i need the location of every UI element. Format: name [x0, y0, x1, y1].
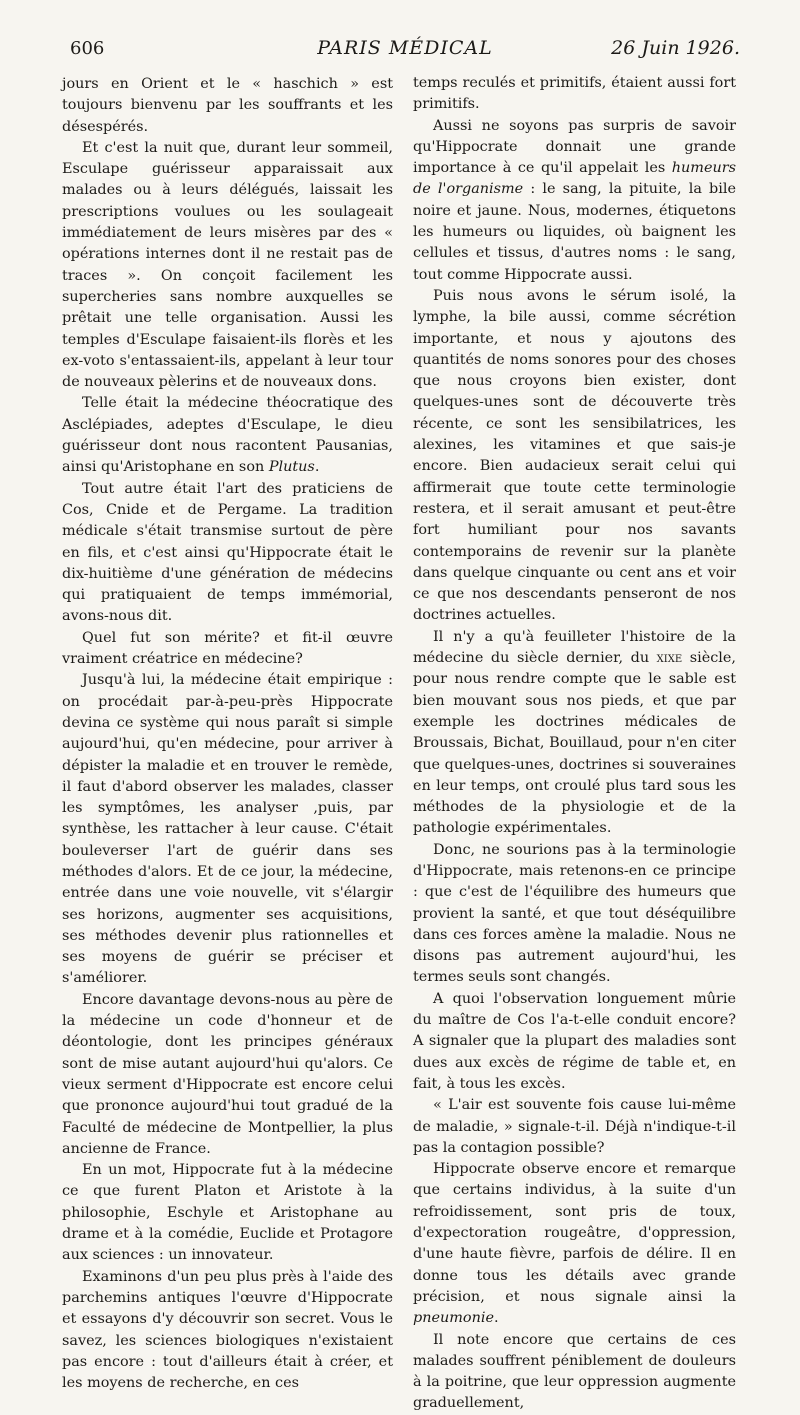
paragraph: Il note encore que certains de ces malades souffrent péniblement de douleurs à la poitrine, que leur oppression augmente graduellement,: [413, 1331, 736, 1412]
paragraph: [62, 393, 393, 478]
paragraph-text: siècle, pour nous rendre compte que le sable est bien mouvant sous nos pieds, et que par exemple les doctrines médicales de Broussais, Bichat, Bouillaud, pour n'en citer que quelques-unes, doctrines si souveraines en leur temps, ont croulé plus tard sous les méthodes de la physiologie et de la pathologie expérimentales.: [413, 650, 736, 837]
italic-title: Plutus: [268, 459, 315, 476]
paragraph: Et c'est la nuit que, durant leur sommeil, Esculape guérisseur apparaissait aux malades ou à leurs délégués, laissait les prescriptions voulues ou les soulageait immédiatement de leurs misères par des « opérations internes dont il ne restait pas de traces ». On conçoit facilement les supercheries sans nombre auxquelles se prêtait une telle organisation. Aussi les temples d'Esculape faisaient-ils florès et les ex-voto s'entassaient-ils, appelant à leur tour de nouveaux pèlerins et de nouveaux dons.: [62, 139, 393, 391]
running-header: [70, 34, 740, 64]
paragraph-text: Il n'y a qu'à feuilleter l'histoire de la médecine du siècle dernier, du: [413, 628, 736, 667]
paragraph: Quel fut son mérite? et fit-il œuvre vraiment créatrice en médecine?: [62, 629, 393, 668]
paragraph: A quoi l'observation longuement mûrie du maître de Cos l'a-t-elle conduit encore? A signaler que la plupart des maladies sont dues aux excès de régime de table et, en fait, à tous les excès.: [413, 990, 736, 1092]
paragraph: Jusqu'à lui, la médecine était empirique : on procédait par-à-peu-près Hippocrate devina ce système qui nous paraît si simple aujourd'hui, qu'en médecine, pour arriver à dépister la maladie et en trouver le remède, il faut d'abord observer les malades, classer les symptômes, les analyser ,puis, par synthèse, les rattacher à leur cause. C'était bouleverser l'art de guérir dans ses méthodes d'alors. Et de ce jour, la médecine, entrée dans une voie nouvelle, vit s'élargir ses horizons, augmenter ses acquisitions, ses méthodes devenir plus rationnelles et ses moyens de guérir se préciser et s'améliorer.: [62, 672, 393, 987]
paragraph-text: Aussi ne soyons pas surpris de savoir qu'Hippocrate donnait une grande importance à ce qu'il appelait les: [413, 117, 736, 177]
issue-date: 26 Juin 1926.: [611, 37, 740, 59]
paragraph: « L'air est souvente fois cause lui-même de maladie, » signale-t-il. Déjà n'indique-t-il pas la contagion possible?: [413, 1097, 736, 1156]
paragraph: Encore davantage devons-nous au père de la médecine un code d'honneur et de déontologie, dont les principes généraux sont de mise autant aujourd'hui qu'alors. Ce vieux serment d'Hippocrate est encore celui que prononce aujourd'hui tout gradué de la Faculté de médecine de Montpellier, la plus ancienne de France.: [62, 991, 393, 1157]
paragraph-text: Telle était la médecine théocratique des Asclépiades, adeptes d'Esculape, le dieu guérisseur dont nous racontent Pausanias, ainsi qu'Aristophane en son: [62, 395, 393, 476]
paragraph: [413, 1159, 736, 1329]
italic-term: pneumonie: [413, 1310, 494, 1327]
italic-term: humeurs de l'organisme: [413, 160, 736, 198]
paragraph: jours en Orient et le « haschich » est toujours bienvenu par les souffrants et les désespérés.: [62, 76, 393, 135]
left-column: [62, 74, 393, 1394]
paragraph-text: : le sang, la pituite, la bile noire et jaune. Nous, modernes, étiquetons les humeurs ou liquides, où baignent les cellules et tissus, d'autres noms : le sang, tout comme Hippocrate aussi.: [413, 181, 736, 283]
century-numeral: xixe: [656, 650, 683, 667]
paragraph: Puis nous avons le sérum isolé, la lymphe, la bile aussi, comme sécrétion importante, et nous y ajoutons des quantités de noms sonores pour des choses que nous croyons bien exister, dont quelques-unes sont de découverte très récente, ce sont les sensibilatrices, les alexines, les vitamines et que sais-je encore. Bien audacieux serait celui qui affirmerait que toute cette terminologie restera, et il serait amusant et peut-être fort humiliant pour nos savants contemporains de revenir sur la planète dans quelque cinquante ou cent ans et voir ce que nos descendants penseront de nos doctrines actuelles.: [413, 287, 736, 624]
paragraph-text: .: [493, 1310, 499, 1327]
paragraph: En un mot, Hippocrate fut à la médecine ce que furent Platon et Aristote à la philosophie, Eschyle et Aristophane au drame et à la comédie, Euclide et Protagore aux sciences : un innovateur.: [62, 1162, 393, 1264]
journal-title: PARIS MÉDICAL: [317, 37, 493, 59]
right-column: [413, 73, 736, 1415]
paragraph: [413, 627, 736, 840]
paragraph: Examinons d'un peu plus près à l'aide des parchemins antiques l'œuvre d'Hippocrate et essayons d'y découvrir son secret. Vous le savez, les sciences biologiques n'existaient pas encore : tout d'ailleurs était à créer, et les moyens de recherche, en ces: [62, 1268, 393, 1392]
paragraph: Tout autre était l'art des praticiens de Cos, Cnide et de Pergame. La tradition médicale s'était transmise surtout de père en fils, et c'est ainsi qu'Hippocrate était le dix-huitième d'une génération de médecins qui pratiquaient de temps immémorial, avons-nous dit.: [62, 480, 393, 625]
paragraph: temps reculés et primitifs, étaient aussi fort primitifs.: [413, 75, 736, 113]
page-number: 606: [70, 38, 105, 59]
paragraph-text: Hippocrate observe encore et remarque que certains individus, à la suite d'un refroidissement, sont pris de toux, d'expectoration rougeâtre, d'oppression, d'une haute fièvre, parfois de délire. Il en donne tous les détails avec grande précision, et nous signale ainsi la: [413, 1161, 736, 1305]
paragraph-text: .: [314, 459, 320, 476]
paragraph: [413, 116, 736, 286]
paragraph: Donc, ne sourions pas à la terminologie d'Hippocrate, mais retenons-en ce principe : que c'est de l'équilibre des humeurs que provient la santé, et que tout déséquilibre dans ces forces amène la maladie. Nous ne disons pas autrement aujourd'hui, les termes seuls sont changés.: [413, 841, 736, 986]
